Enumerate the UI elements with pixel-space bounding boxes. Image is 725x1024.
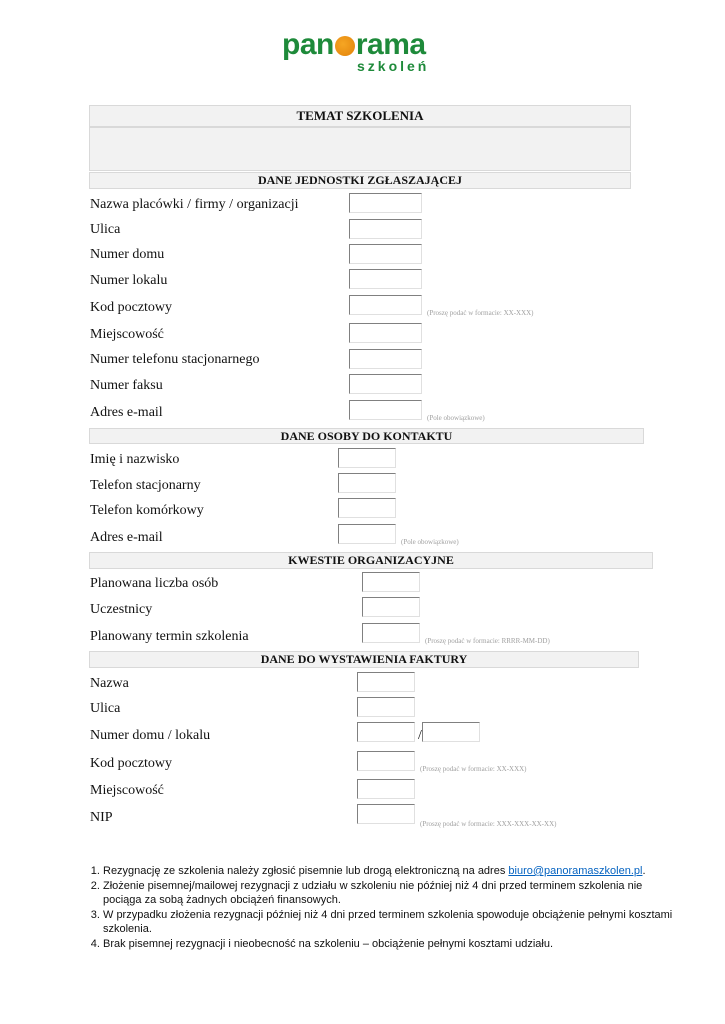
contact-landline-field[interactable]: [338, 473, 396, 493]
unit-name-field[interactable]: [349, 193, 422, 213]
logo-text-start: pan: [282, 28, 334, 61]
logo-subtitle: szkoleń: [357, 58, 430, 74]
logo-wordmark: [282, 28, 426, 62]
invoice-city-field[interactable]: [357, 779, 415, 799]
logo-sun-icon: [335, 36, 355, 56]
contact-mobile-field[interactable]: [338, 498, 396, 518]
unit-name-label: Nazwa placówki / firmy / organizacji: [90, 197, 299, 212]
training-date-hint: (Proszę podać w formacie: RRRR-MM-DD): [425, 637, 550, 645]
contact-section-header: DANE OSOBY DO KONTAKTU: [89, 428, 644, 444]
unit-postal-code-hint: (Proszę podać w formacie: XX-XXX): [427, 309, 534, 317]
invoice-house-number-field[interactable]: [357, 722, 415, 742]
invoice-apartment-field[interactable]: [422, 722, 480, 742]
panorama-logo: [282, 28, 442, 76]
unit-phone-label: Numer telefonu stacjonarnego: [90, 352, 260, 367]
contact-mobile-label: Telefon komórkowy: [90, 503, 204, 518]
contact-email-label: Adres e-mail: [90, 530, 163, 545]
unit-postal-code-label: Kod pocztowy: [90, 300, 173, 315]
note-1-text: Rezygnację ze szkolenia należy zgłosić pisemnie lub drogą elektroniczną na adres: [103, 865, 509, 877]
invoice-street-label: Ulica: [90, 701, 121, 716]
invoice-section-header: DANE DO WYSTAWIENIA FAKTURY: [89, 651, 639, 668]
invoice-nip-field[interactable]: [357, 804, 415, 824]
contact-name-label: Imię i nazwisko: [90, 452, 180, 467]
unit-city-label: Miejscowość: [90, 327, 164, 342]
unit-phone-field[interactable]: [349, 349, 422, 369]
note-item: 3. W przypadku złożenia rezygnacji później niż 4 dni przed terminem szkolenia spowoduje obciążenie pełnymi kosztami szkolenia.: [103, 908, 683, 937]
participants-label: Uczestnicy: [90, 602, 153, 617]
unit-email-label: Adres e-mail: [90, 405, 163, 420]
unit-postal-code-field[interactable]: [349, 295, 422, 315]
unit-fax-label: Numer faksu: [90, 378, 163, 393]
invoice-nip-hint: (Proszę podać w formacie: XXX-XXX-XX-XX): [420, 820, 557, 828]
participants-field[interactable]: [362, 597, 420, 617]
training-date-field[interactable]: [362, 623, 420, 643]
topic-header: TEMAT SZKOLENIA: [89, 105, 631, 127]
unit-section-header: DANE JEDNOSTKI ZGŁASZAJĄCEJ: [89, 172, 631, 189]
participants-count-field[interactable]: [362, 572, 420, 592]
training-date-label: Planowany termin szkolenia: [90, 629, 249, 644]
logo-text-end: rama: [355, 28, 426, 61]
invoice-postal-code-field[interactable]: [357, 751, 415, 771]
unit-street-label: Ulica: [90, 222, 121, 237]
participants-count-label: Planowana liczba osób: [90, 576, 219, 591]
unit-city-field[interactable]: [349, 323, 422, 343]
topic-input-area[interactable]: [89, 127, 631, 171]
unit-apartment-field[interactable]: [349, 269, 422, 289]
contact-name-field[interactable]: [338, 448, 396, 468]
invoice-city-label: Miejscowość: [90, 783, 164, 798]
invoice-postal-code-hint: (Proszę podać w formacie: XX-XXX): [420, 765, 527, 773]
invoice-house-number-label: Numer domu / lokalu: [90, 728, 211, 743]
unit-email-hint: (Pole obowiązkowe): [427, 414, 485, 422]
contact-email-field[interactable]: [338, 524, 396, 544]
unit-street-field[interactable]: [349, 219, 422, 239]
note-1-end: .: [642, 865, 646, 877]
invoice-street-field[interactable]: [357, 697, 415, 717]
note-item: [103, 864, 683, 879]
contact-email-hint: (Pole obowiązkowe): [401, 538, 459, 546]
unit-apartment-label: Numer lokalu: [90, 273, 168, 288]
unit-house-number-field[interactable]: [349, 244, 422, 264]
invoice-nip-label: NIP: [90, 810, 113, 825]
cancellation-notes: [85, 864, 683, 951]
invoice-name-field[interactable]: [357, 672, 415, 692]
unit-fax-field[interactable]: [349, 374, 422, 394]
office-email-link[interactable]: biuro@panoramaszkolen.pl: [508, 865, 643, 877]
invoice-name-label: Nazwa: [90, 676, 129, 691]
note-item: 2. Złożenie pisemnej/mailowej rezygnacji z udziału w szkoleniu nie później niż 4 dni przed terminem szkolenia nie pociąga za sobą żadnych obciążeń finansowych.: [103, 879, 683, 908]
invoice-postal-code-label: Kod pocztowy: [90, 756, 173, 771]
organization-section-header: KWESTIE ORGANIZACYJNE: [89, 552, 653, 569]
contact-landline-label: Telefon stacjonarny: [90, 478, 201, 493]
unit-email-field[interactable]: [349, 400, 422, 420]
house-apartment-separator: /: [418, 728, 422, 743]
unit-house-number-label: Numer domu: [90, 247, 165, 262]
note-item: 4. Brak pisemnej rezygnacji i nieobecność na szkoleniu – obciążenie pełnymi kosztami udziału.: [103, 937, 683, 952]
